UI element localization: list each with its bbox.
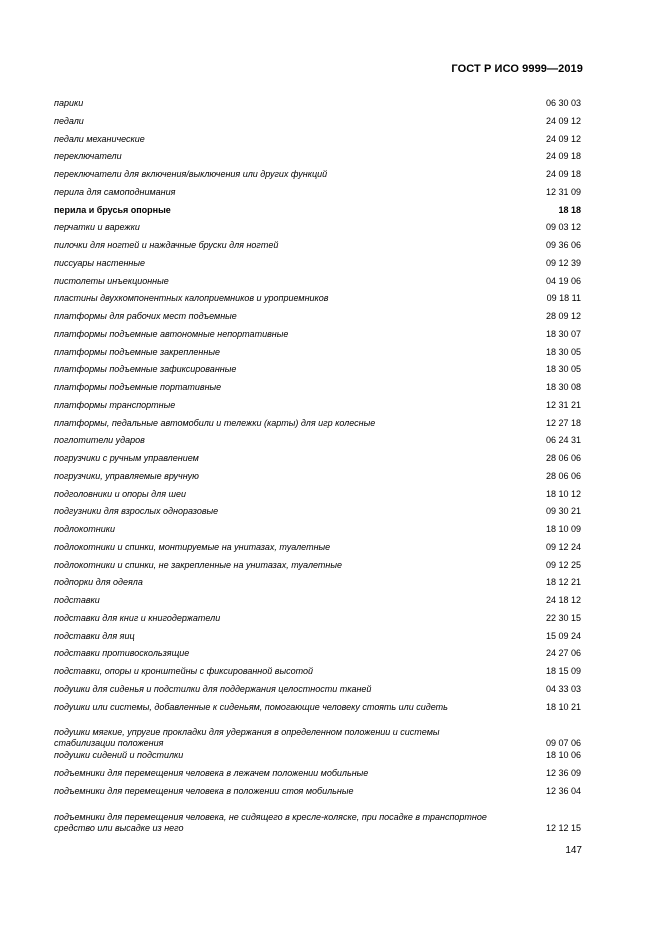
- index-entry-code: 24 27 06: [545, 648, 581, 659]
- index-entry-code: 18 30 07: [545, 328, 581, 339]
- index-entry: [54, 150, 581, 168]
- index-entry: [54, 257, 581, 275]
- index-entry-term: подъемники для перемещения человека в положении стоя мобильные: [54, 785, 354, 796]
- index-entry: [54, 204, 581, 222]
- index-entry-term: подъемники для перемещения человека в лежачем положении мобильные: [54, 768, 369, 778]
- index-entry-code: 28 06 06: [545, 470, 581, 481]
- index-entry-term: платформы, педальные автомобили и тележки (карты) для игр колесные: [54, 417, 376, 428]
- index-entry-term: платформы подъемные зафиксированные: [54, 364, 237, 375]
- index-entry-term: платформы для рабочих мест подъемные: [54, 311, 237, 321]
- index-entry-code: 18 15 09: [545, 666, 581, 676]
- index-entry: [54, 452, 581, 470]
- index-entry: [54, 718, 581, 749]
- index-entry-term: парики: [54, 98, 84, 108]
- index-entry: [54, 488, 581, 506]
- index-entry: [54, 168, 581, 186]
- index-entry: [54, 328, 581, 346]
- index-entry-code: 18 10 09: [545, 524, 581, 534]
- index-entry-term: подушки мягкие, упругие прокладки для удержания в определенном положении и системы стабилизации положения: [54, 727, 440, 749]
- index-entry-term: педали механические: [54, 133, 145, 144]
- index-entry-term: подголовники и опоры для шеи: [54, 488, 187, 499]
- index-entry-code: 12 31 21: [545, 399, 581, 410]
- index-entry-term: писсуары настенные: [54, 257, 145, 268]
- index-entry-code: 09 12 24: [545, 541, 581, 552]
- index-entry-code: 04 33 03: [545, 683, 581, 694]
- index-entry-code: 09 18 11: [546, 293, 581, 304]
- index-entry-term: подставки противоскользящие: [54, 648, 190, 659]
- index-entry: [54, 275, 581, 293]
- index-entry-code: 18 12 21: [545, 577, 581, 588]
- index-entry: [54, 576, 581, 594]
- index-entry: [54, 346, 581, 364]
- index-entry-term: подлокотники и спинки, не закрепленные на унитазах, туалетные: [54, 559, 342, 570]
- index-entry: [54, 115, 581, 133]
- index-entry-code: 28 09 12: [545, 311, 581, 321]
- index-entry-code: 15 09 24: [545, 630, 581, 641]
- index-entry-term: педали: [54, 115, 84, 126]
- index-entry-term: подставки: [54, 595, 100, 605]
- index-entry: [54, 417, 581, 435]
- index-entry-code: 22 30 15: [545, 612, 581, 623]
- index-entry-term: переключатели для включения/выключения или других функций: [54, 169, 328, 179]
- index-entry: [54, 186, 581, 204]
- index-entry-code: 09 12 25: [545, 559, 581, 570]
- page-header-standard: ГОСТ Р ИСО 9999—2019: [451, 63, 583, 75]
- index-entry-code: 12 27 18: [545, 417, 581, 428]
- index-entry-code: 18 10 21: [545, 701, 581, 712]
- index-entry-code: 12 36 04: [545, 785, 581, 796]
- index-entry-code: 24 09 18: [545, 151, 581, 162]
- index-entry-code: 24 18 12: [545, 595, 581, 605]
- index-entry-code: 18 30 05: [545, 346, 581, 357]
- index-entry-term: подушки для сиденья и подстилки для поддержания целостности тканей: [54, 683, 372, 694]
- index-entry: [54, 133, 581, 151]
- index-entry-term: пилочки для ногтей и наждачные бруски для ногтей: [54, 240, 279, 250]
- index-entry: [54, 221, 581, 239]
- index-entry-code: 12 36 09: [545, 768, 581, 778]
- index-entry-term: погрузчики с ручным управлением: [54, 453, 199, 463]
- index-entry: [54, 399, 581, 417]
- index-entry: [54, 541, 581, 559]
- index-entry: [54, 310, 581, 328]
- index-entry-term: платформы подъемные автономные непортативные: [54, 328, 289, 339]
- index-entry: [54, 785, 581, 803]
- index-entry-term: пистолеты инъекционные: [54, 275, 169, 286]
- index-entry: [54, 767, 581, 785]
- index-entry-code: 18 30 08: [545, 382, 581, 392]
- index-entry: [54, 97, 581, 115]
- index-entry-code: 18 18: [558, 204, 581, 215]
- index-entry: [54, 239, 581, 257]
- index-entry-term: подъемники для перемещения человека, не сидящего в кресле-коляске, при посадке в транспортное средство или высадке из него: [54, 811, 487, 833]
- index-entry: [54, 381, 581, 399]
- index-entry: [54, 434, 581, 452]
- index-entry-term: подпорки для одеяла: [54, 577, 143, 588]
- index-entry: [54, 292, 581, 310]
- index-entry: [54, 363, 581, 381]
- index-entry-code: 24 09 18: [545, 169, 581, 179]
- index-entry: [54, 612, 581, 630]
- index-entry-term: подгузники для взрослых одноразовые: [54, 506, 219, 517]
- index-entry: [54, 803, 581, 834]
- index-entry-term: подушки или системы, добавленные к сиденьям, помогающие человеку стоять или сидеть: [54, 701, 448, 712]
- index-entry-code: 09 03 12: [545, 222, 581, 233]
- index-entry-code: 09 30 21: [545, 506, 581, 517]
- index-entry: [54, 749, 581, 767]
- index-entry-code: 12 12 15: [545, 822, 581, 833]
- index-entry-code: 18 10 06: [545, 750, 581, 761]
- index-entry-term: платформы подъемные портативные: [54, 382, 222, 392]
- index-entry-term: переключатели: [54, 151, 122, 162]
- page-number: 147: [565, 845, 582, 856]
- index-entry-code: 18 30 05: [545, 364, 581, 375]
- index-entry: [54, 470, 581, 488]
- index-entry: [54, 647, 581, 665]
- index-entry-term: погрузчики, управляемые вручную: [54, 470, 199, 481]
- index-entry: [54, 523, 581, 541]
- index-entry-code: 28 06 06: [545, 453, 581, 463]
- index-entry-code: 09 36 06: [545, 240, 581, 250]
- index-entry-term: поглотители ударов: [54, 435, 145, 446]
- index-entry-code: 09 12 39: [545, 257, 581, 268]
- index-entry-code: 06 30 03: [545, 98, 581, 108]
- index-entry: [54, 683, 581, 701]
- index-entry-code: 24 09 12: [545, 133, 581, 144]
- index-entry-term: платформы транспортные: [54, 399, 176, 410]
- index-entry-term: платформы подъемные закрепленные: [54, 346, 220, 357]
- index-entry-term: подставки, опоры и кронштейны с фиксированной высотой: [54, 666, 313, 676]
- index-entry-term: пластины двухкомпонентных калоприемников и уроприемников: [54, 293, 329, 304]
- index-entry-term: перчатки и варежки: [54, 222, 140, 233]
- index-list: [54, 97, 581, 834]
- index-entry: [54, 559, 581, 577]
- index-entry: [54, 630, 581, 648]
- index-entry-term: подлокотники: [54, 524, 115, 534]
- index-entry-term: подставки для яиц: [54, 630, 135, 641]
- index-entry-term: подлокотники и спинки, монтируемые на унитазах, туалетные: [54, 541, 331, 552]
- index-entry-term: перила и брусья опорные: [54, 204, 171, 215]
- index-entry-term: подушки сидений и подстилки: [54, 750, 184, 761]
- index-entry-term: перила для самоподнимания: [54, 186, 176, 197]
- index-entry: [54, 701, 581, 719]
- index-entry-code: 04 19 06: [545, 275, 581, 286]
- index-entry-code: 12 31 09: [545, 186, 581, 197]
- index-entry-code: 24 09 12: [545, 115, 581, 126]
- index-entry-code: 18 10 12: [545, 488, 581, 499]
- index-entry: [54, 505, 581, 523]
- index-entry-code: 06 24 31: [545, 435, 581, 446]
- index-entry-term: подставки для книг и книгодержатели: [54, 612, 221, 623]
- index-entry: [54, 594, 581, 612]
- index-entry: [54, 665, 581, 683]
- index-entry-code: 09 07 06: [545, 738, 581, 749]
